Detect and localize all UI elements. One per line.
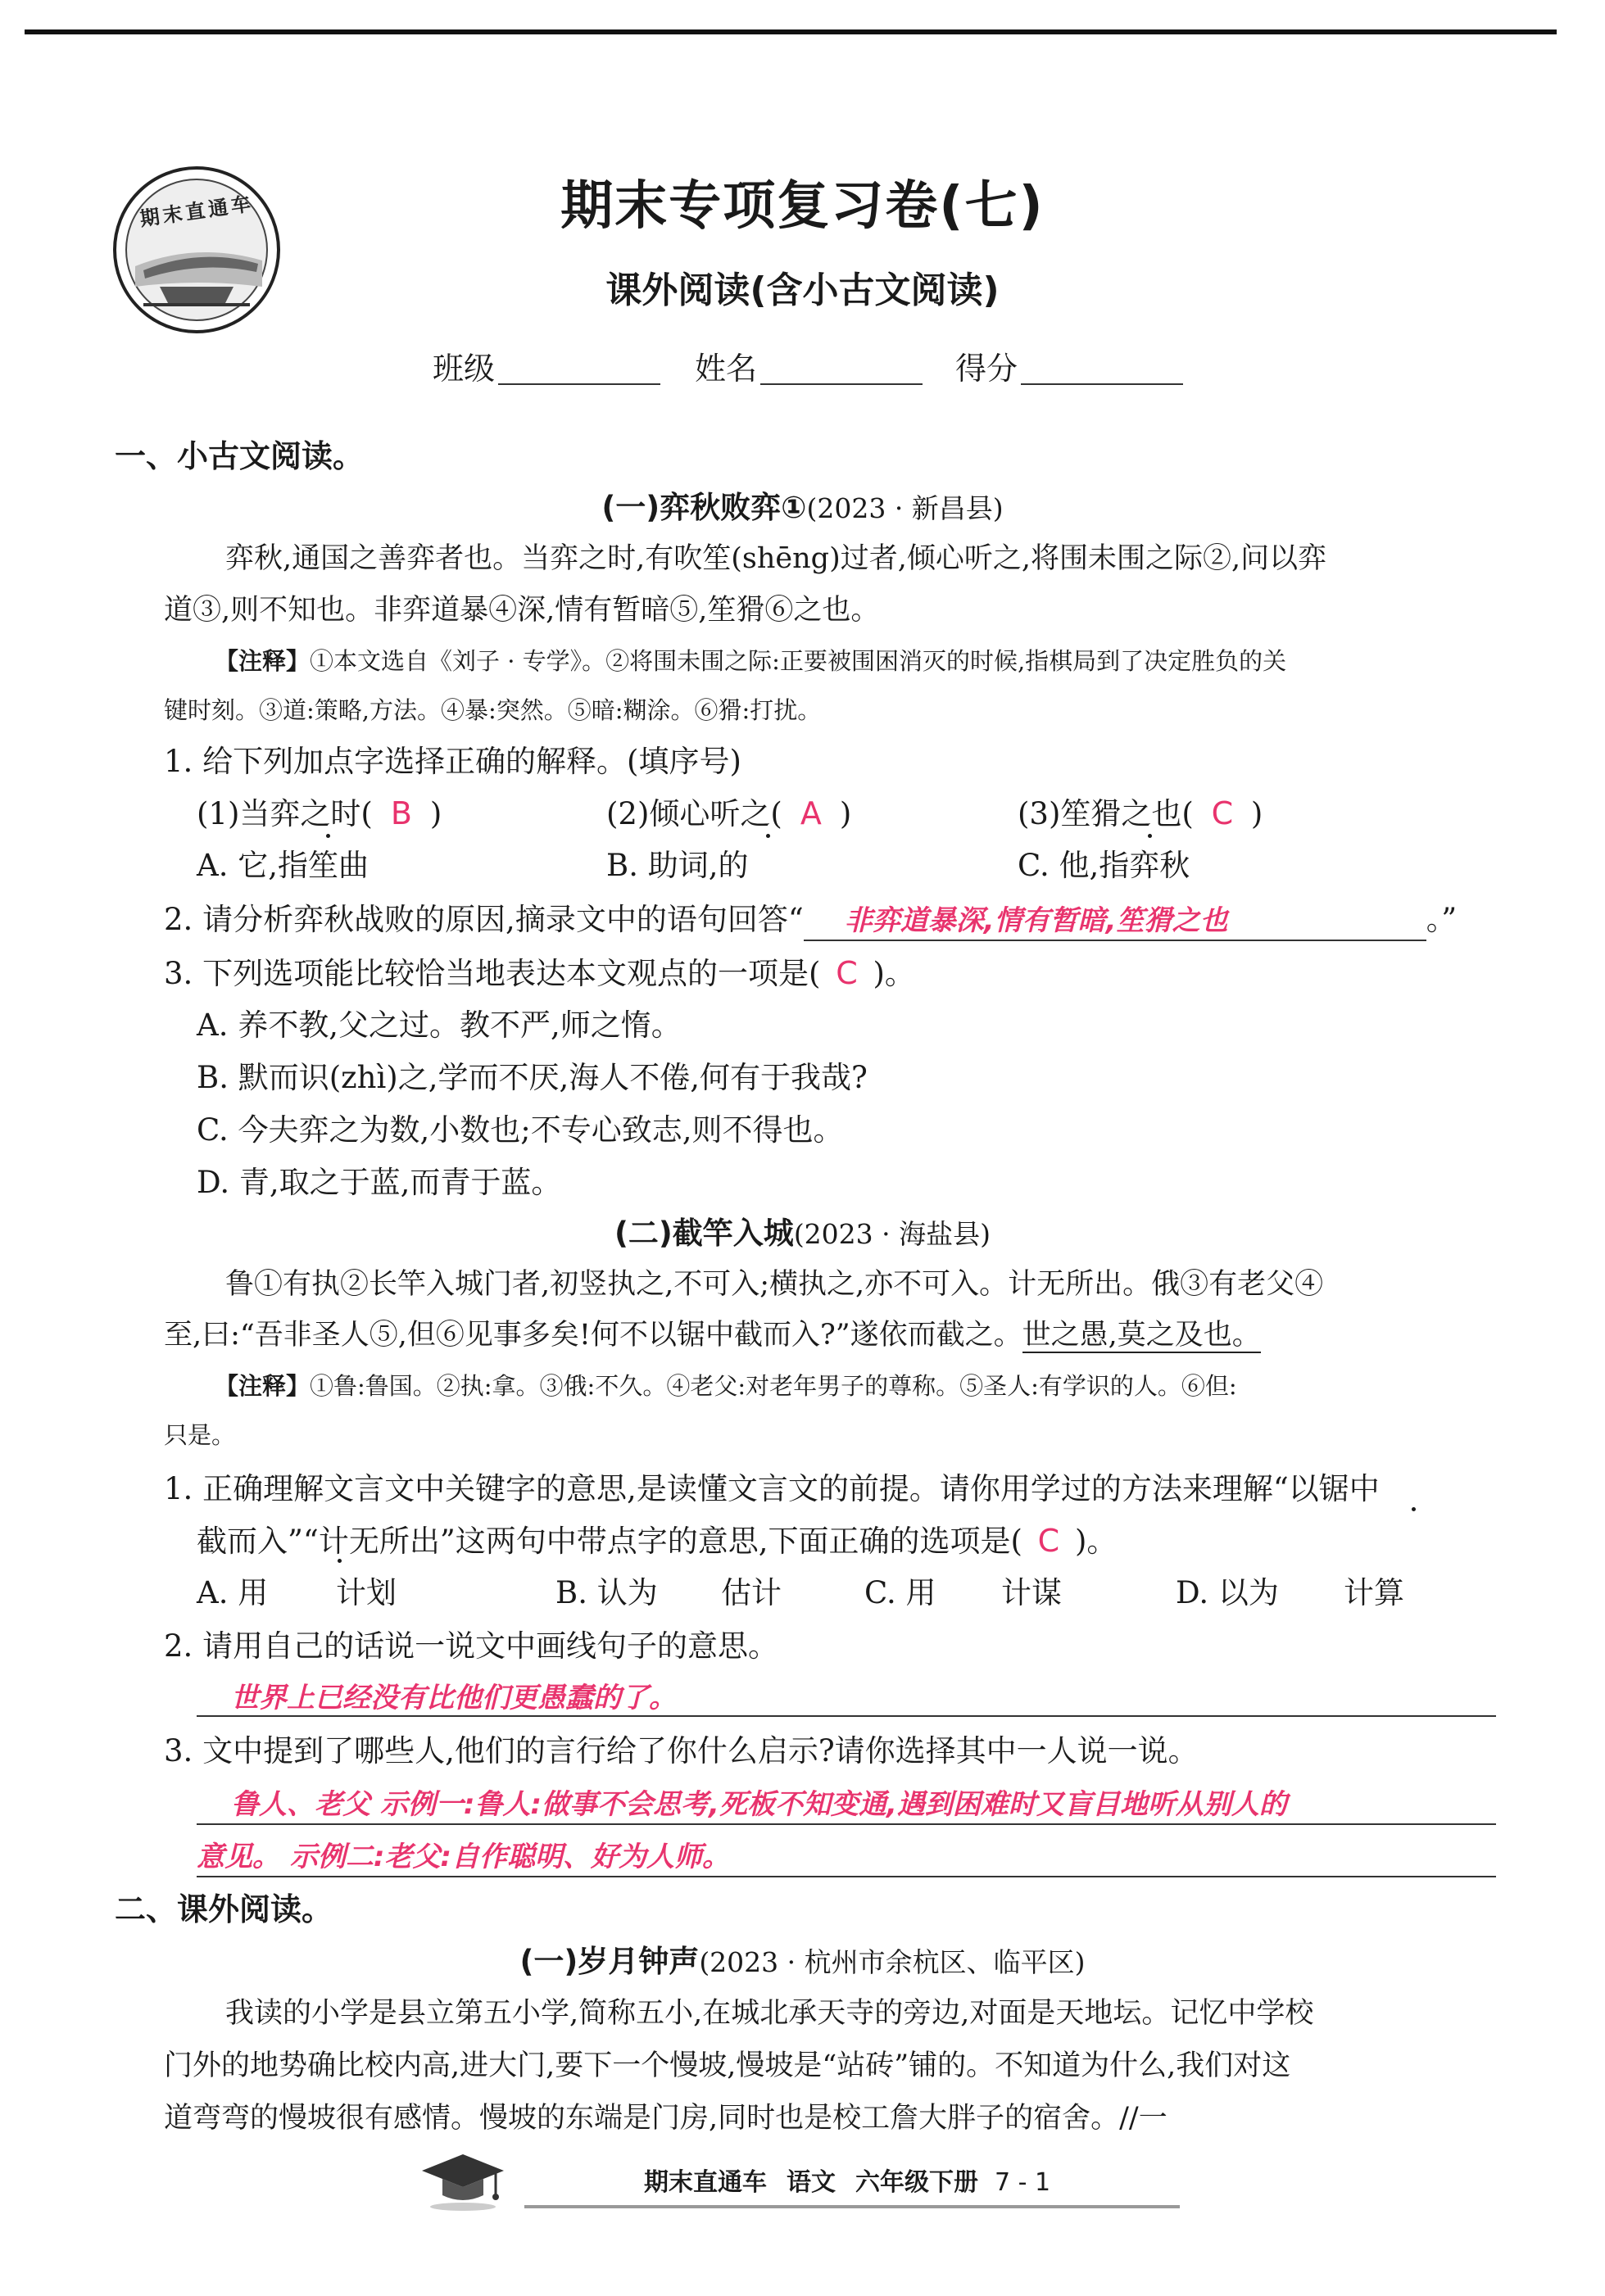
p2-q1-line2: 截而入”“计无所出”这两句中带点字的意思,下面正确的选项是( C )。 [197, 1520, 1117, 1562]
p2-q2-text: 2. 请用自己的话说一说文中画线句子的意思。 [164, 1628, 779, 1664]
p1-q1-option-c: C. 他,指弈秋 [1018, 848, 1190, 883]
answer-line [197, 1715, 1496, 1717]
emphasis-dot [338, 1559, 342, 1563]
answer: C [1211, 795, 1234, 831]
passage1-note-line2: 键时刻。③道:策略,方法。④暴:突然。⑤暗:糊涂。⑥猾:打扰。 [164, 696, 822, 724]
passage2-text-line2: 至,曰:“吾非圣人⑤,但⑥见事多矣!何不以锯中截而入?”遂依而截之。世之愚,莫之及也。 [164, 1319, 1261, 1352]
p2-q3-answer-line2: 意见。 示例二:老父:自作聪明、好为人师。 [197, 1841, 731, 1873]
passage1-text-line1: 弈秋,通国之善弈者也。当弈之时,有吹笙(shēng)过者,倾心听之,将围未围之际②,问以弈 [225, 542, 1327, 575]
passage2-note-line1: 【注释】①鲁:鲁国。②执:拿。③俄:不久。④老父:对老年男子的尊称。⑤圣人:有学识的人。⑥但: [215, 1372, 1237, 1400]
answer: A [800, 795, 822, 831]
graduation-cap-icon [414, 2146, 512, 2212]
p2-q2-answer: 世界上已经没有比他们更愚蠢的了。 [231, 1682, 677, 1714]
class-field[interactable] [498, 383, 660, 385]
footer-brand: 期末直通车 [644, 2168, 767, 2197]
passage1-title-row [0, 487, 1605, 529]
answer: C [1037, 1523, 1060, 1559]
p2-q3-text: 3. 文中提到了哪些人,他们的言行给了你什么启示?请你选择其中一人说一说。 [164, 1733, 1199, 1768]
answer-line [197, 1823, 1496, 1825]
footer-grade: 六年级下册 [855, 2168, 978, 2197]
emphasis-dot [326, 834, 330, 838]
footer-rule [524, 2205, 1180, 2208]
p1-q2: 2. 请分析弈秋战败的原因,摘录文中的语句回答“ 非弈道暴深,情有暂暗,笙猾之也 。” [164, 899, 1457, 941]
p1-q3: 3. 下列选项能比较恰当地表达本文观点的一项是( C )。 [164, 953, 915, 994]
passage2-title-row [0, 1213, 1605, 1255]
name-label: 姓名 [695, 351, 758, 387]
score-field[interactable] [1021, 383, 1183, 385]
section2-heading: 二、课外阅读。 [115, 1891, 333, 1927]
score-label: 得分 [955, 351, 1018, 387]
passage1-text-line2: 道③,则不知也。非弈道暴④深,情有暂暗⑤,笙猾⑥之也。 [164, 594, 880, 627]
passage1-title: (一)弈秋败弈① [601, 490, 807, 525]
s2-passage1-title: (一)岁月钟声 [519, 1944, 700, 1979]
note-label: 【注释】 [215, 1372, 311, 1400]
p2-q1-opt-a: A. 用 [197, 1575, 269, 1610]
page-subtitle: 课外阅读(含小古文阅读) [605, 269, 1000, 311]
p2-q1-opt-d: D. 以为 [1176, 1575, 1279, 1610]
p2-q1-opt-b2: 估计 [721, 1575, 782, 1610]
footer-subject: 语文 [787, 2168, 836, 2197]
passage2-title: (二)截竿入城 [614, 1216, 794, 1251]
s2-passage1-source: (2023 · 杭州市余杭区、临平区) [699, 1946, 1086, 1978]
emphasis-dot [1412, 1507, 1416, 1511]
answer: C [836, 955, 858, 991]
note-label: 【注释】 [215, 647, 311, 675]
footer-info [644, 2162, 1050, 2203]
p1-q1-option-a: A. 它,指笙曲 [197, 848, 370, 883]
page-title: 期末专项复习卷(七) [560, 176, 1045, 237]
p1-q1-item3: (3)笙猾之也( C ) [1018, 793, 1263, 835]
passage1-note-line1: 【注释】①本文选自《刘子 · 专学》。②将围未围之际:正要被围困消灭的时候,指棋局到了决定胜负的关 [215, 647, 1287, 675]
p2-q1-opt-c: C. 用 [864, 1575, 936, 1610]
p1-q1-option-b: B. 助词,的 [606, 848, 749, 883]
p1-q1-item1: (1)当弈之时( B ) [197, 793, 442, 835]
s2-text-line1: 我读的小学是县立第五小学,简称五小,在城北承天寺的旁边,对面是天地坛。记忆中学校 [225, 1997, 1314, 2030]
answer-line [197, 1876, 1496, 1877]
underlined-sentence: 世之愚,莫之及也。 [1022, 1319, 1261, 1352]
s2-passage1-title-row [0, 1941, 1605, 1983]
logo-text: 期末直通车 [138, 192, 256, 231]
answer: 非弈道暴深,情有暂暗,笙猾之也 [804, 902, 1426, 941]
s2-text-line3: 道弯弯的慢坡很有感情。慢坡的东端是门房,同时也是校工詹大胖子的宿舍。//一 [164, 2102, 1167, 2135]
passage2-note-line2: 只是。 [164, 1421, 236, 1449]
emphasis-dot [1148, 834, 1152, 838]
p1-q3-option-d: D. 青,取之于蓝,而青于蓝。 [197, 1165, 562, 1200]
p1-q3-option-b: B. 默而识(zhì)之,学而不厌,海人不倦,何有于我哉? [197, 1060, 868, 1095]
p2-q1-opt-d2: 计算 [1344, 1575, 1404, 1610]
p1-q1-text: 1. 给下列加点字选择正确的解释。(填序号) [164, 744, 741, 779]
passage2-text-line1: 鲁①有执②长竿入城门者,初竖执之,不可入;横执之,亦不可入。计无所出。俄③有老父④ [225, 1268, 1324, 1301]
p2-q1-opt-c2: 计谋 [1001, 1575, 1062, 1610]
p2-q1-opt-a2: 计划 [336, 1575, 397, 1610]
top-border [25, 29, 1557, 34]
passage2-source: (2023 · 海盐县) [793, 1218, 991, 1250]
passage1-source: (2023 · 新昌县) [806, 492, 1004, 524]
section1-heading: 一、小古文阅读。 [115, 438, 365, 474]
p1-q3-option-a: A. 养不教,父之过。教不严,师之惰。 [197, 1008, 682, 1043]
name-field[interactable] [760, 383, 923, 385]
footer-page: 7 - 1 [995, 2168, 1051, 2197]
p2-q1-line1: 1. 正确理解文言文中关键字的意思,是读懂文言文的前提。请你用学过的方法来理解“以锯中 [164, 1471, 1380, 1506]
class-label: 班级 [433, 351, 496, 387]
emphasis-dot [766, 834, 770, 838]
p2-q3-answer-line1: 鲁人、老父 示例一:鲁人:做事不会思考,死板不知变通,遇到困难时又盲目地听从别人的 [231, 1788, 1287, 1821]
p1-q3-option-c: C. 今夫弈之为数,小数也;不专心致志,则不得也。 [197, 1112, 844, 1148]
s2-text-line2: 门外的地势确比校内高,进大门,要下一个慢坡,慢坡是“站砖”铺的。不知道为什么,我们对这 [164, 2049, 1291, 2082]
p1-q1-item2: (2)倾心听之( A ) [606, 793, 851, 835]
p2-q1-opt-b: B. 认为 [555, 1575, 658, 1610]
answer: B [390, 795, 412, 831]
